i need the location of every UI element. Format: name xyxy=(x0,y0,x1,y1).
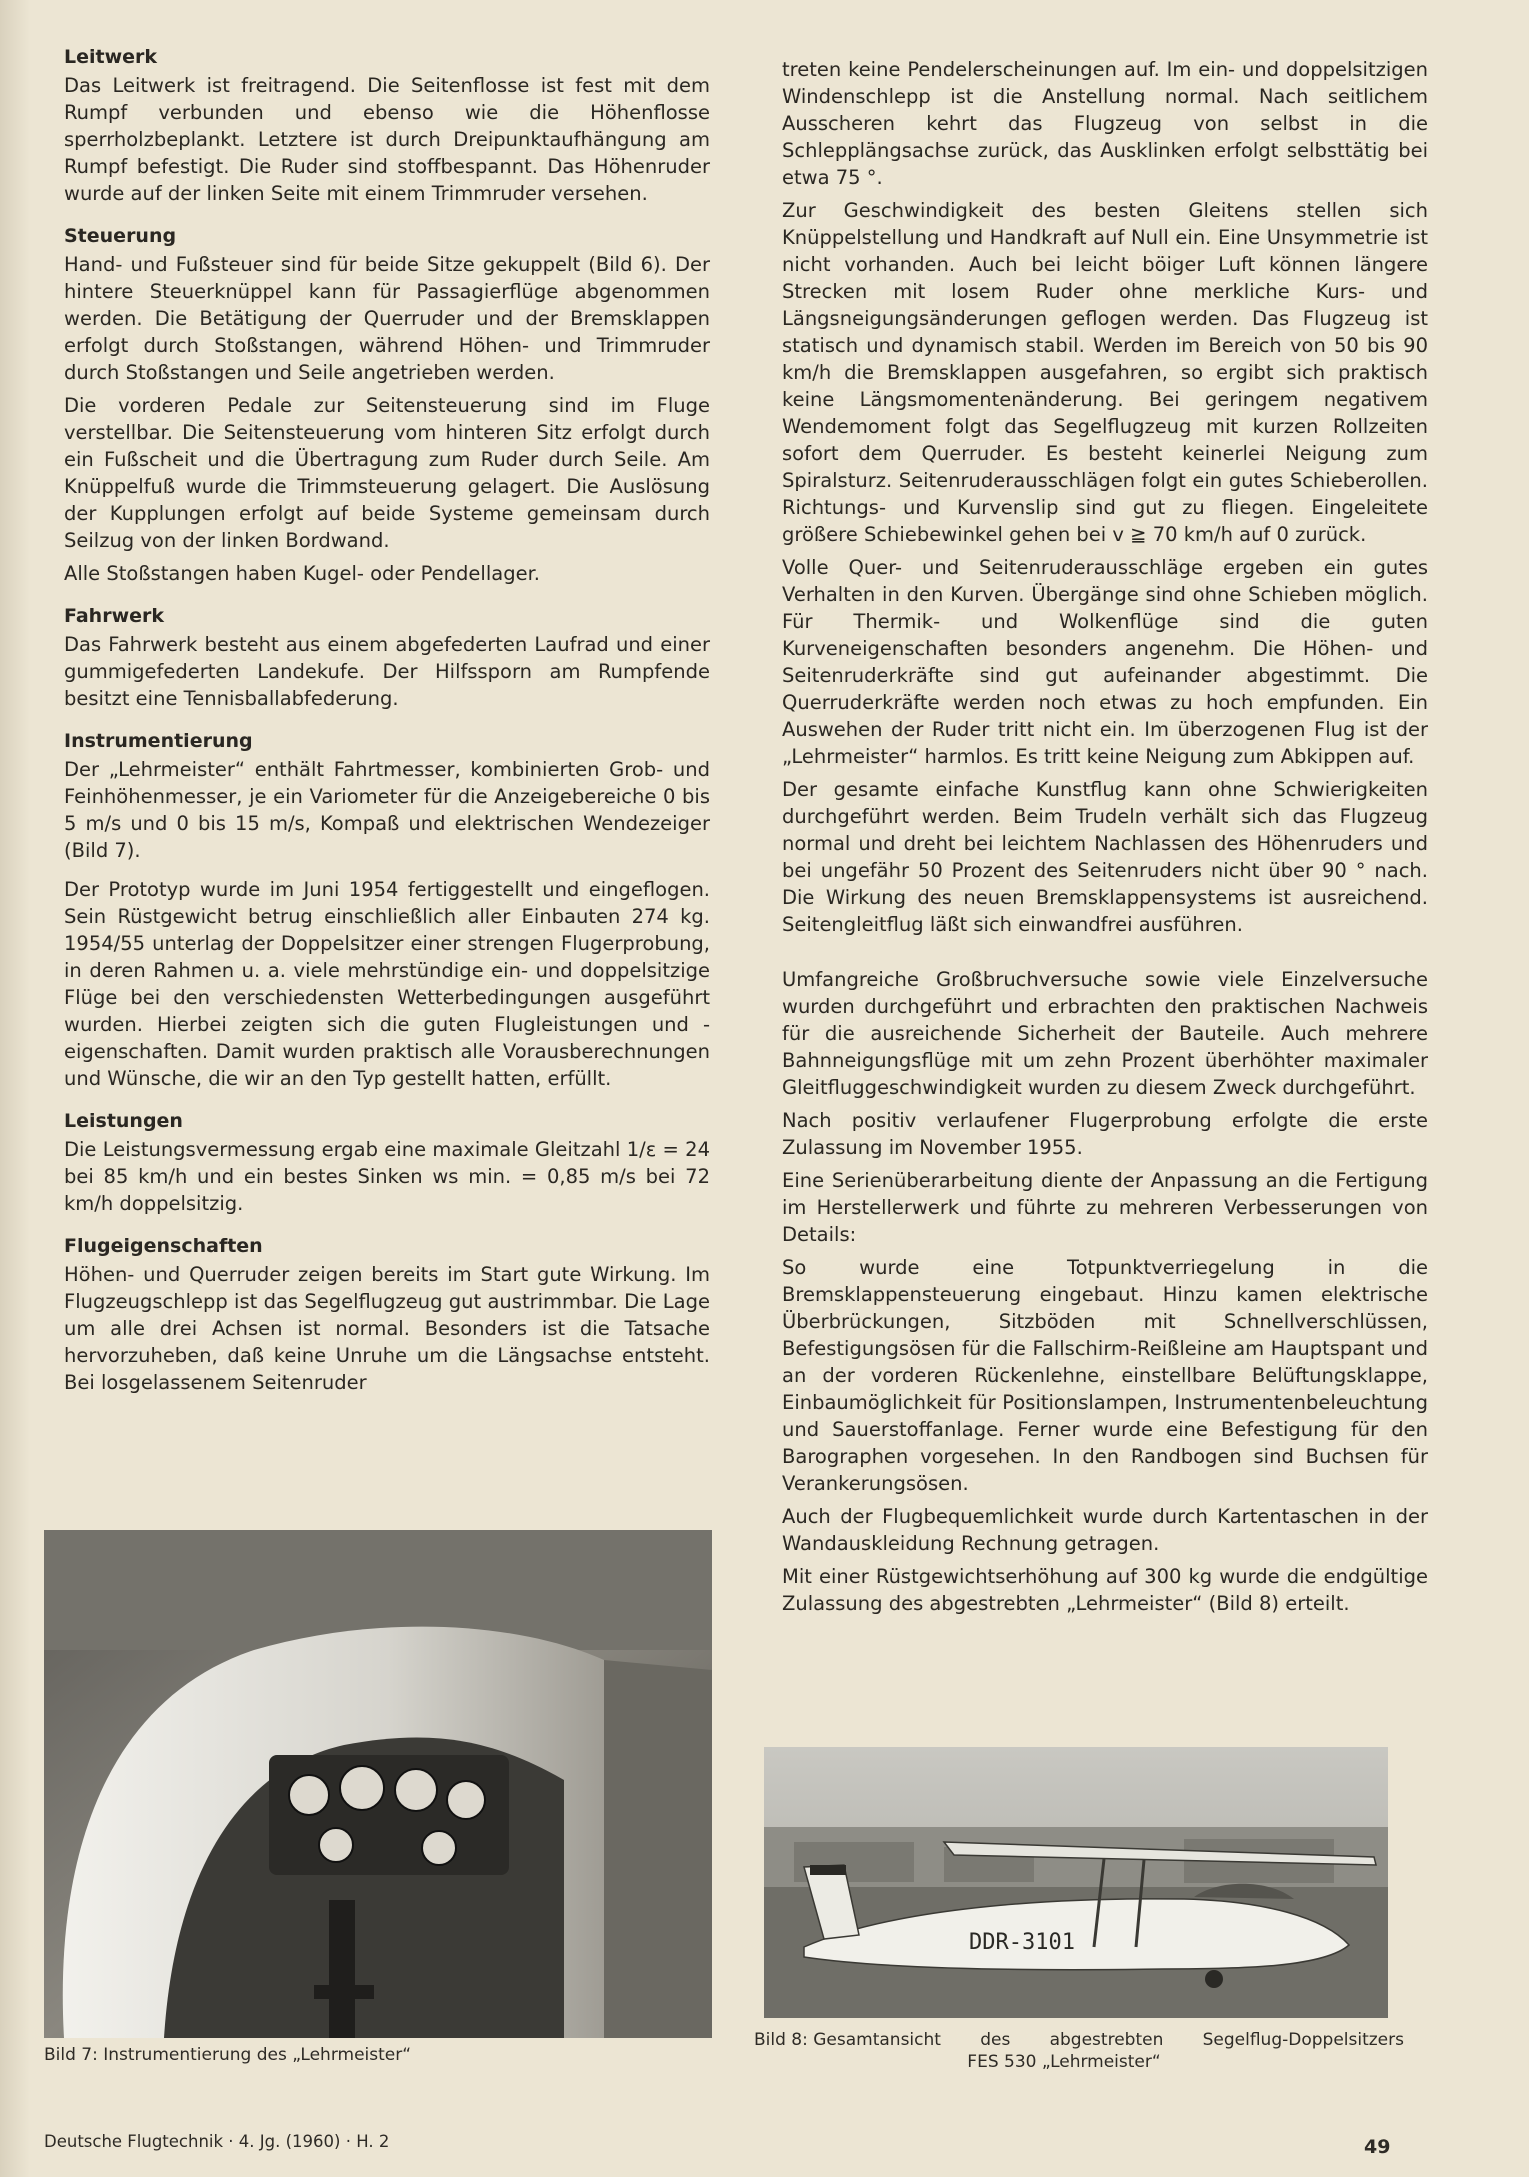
glider-registration: DDR-3101 xyxy=(969,1930,1075,1955)
heading-fahrwerk: Fahrwerk xyxy=(64,605,165,627)
caption-part: Segelflug-Doppelsitzers xyxy=(1202,2030,1404,2050)
page-edge-shadow xyxy=(0,0,30,2177)
paragraph: Zur Geschwindigkeit des besten Gleitens stellen sich Knüppelstellung und Handkraft auf Null ein. Eine Unsymmetrie ist nicht vorhanden. Auch bei leicht böiger Luft können längere Strecken mit losem Ruder ohne merkliche Kurs- und Längsneigungsänderungen geflogen werden. Das Flugzeug ist statisch und dynamisch stabil. Werden im Bereich von 50 bis 90 km/h die Bremsklappen ausgefahren, so ergibt sich praktisch keine Längsmomentenänderung. Bei geringem negativem Wendemoment folgt das Segelflugzeug mit kurzen Rollzeiten sofort dem Querruder. Es besteht keinerlei Neigung zum Spiralsturz. Seitenruderausschlägen folgt ein gutes Schieberollen. Richtungs- und Kurvenslip sind gut zu fliegen. Eingeleitete größere Schiebewinkel gehen bei v ≧ 70 km/h auf 0 zurück. xyxy=(782,199,1428,546)
paragraph: Das Fahrwerk besteht aus einem abgefederten Laufrad und einer gummigefederten Landekufe. Der Hilfssporn am Rumpfende besitzt eine Tennisballabfederung. xyxy=(64,633,710,710)
paragraph: Eine Serienüberarbeitung diente der Anpassung an die Fertigung im Herstellerwerk und führte zu mehreren Verbesserungen von Details: xyxy=(782,1169,1428,1246)
paragraph: Der „Lehrmeister“ enthält Fahrtmesser, kombinierten Grob- und Feinhöhenmesser, je ein Variometer für die Anzeigebereiche 0 bis 5 m/s und 0 bis 15 m/s, Kompaß und elektrischen Wendezeiger (Bild 7). xyxy=(64,758,710,862)
caption-part: Bild 8: Gesamtansicht xyxy=(754,2030,941,2050)
paragraph: Das Leitwerk ist freitragend. Die Seitenflosse ist fest mit dem Rumpf verbunden und ebenso wie die Höhenflosse sperrholzbeplankt. Letztere ist durch Dreipunktaufhängung am Rumpf befestigt. Die Ruder sind stoffbespannt. Das Höhenruder wurde auf der linken Seite mit einem Trimmruder versehen. xyxy=(64,74,710,205)
paragraph: Volle Quer- und Seitenruderausschläge ergeben ein gutes Verhalten in den Kurven. Übergänge sind ohne Schieben möglich. Für Thermik- und Wolkenflüge sind die guten Kurveneigenschaften besonders angenehm. Die Höhen- und Seitenruderkräfte sind gut aufeinander abgestimmt. Die Querruderkräfte werden noch etwas zu hoch empfunden. Ein Auswehen der Ruder tritt nicht ein. Im überzogenen Flug ist der „Lehrmeister“ harmlos. Es tritt keine Neigung zum Abkippen auf. xyxy=(782,556,1428,768)
paragraph: Hand- und Fußsteuer sind für beide Sitze gekuppelt (Bild 6). Der hintere Steuerknüppel kann für Passagierflüge abgenommen werden. Die Betätigung der Querruder und der Bremsklappen erfolgt durch Stoßstangen, während Höhen- und Trimmruder durch Stoßstangen und Seile angetrieben werden. xyxy=(64,253,710,384)
paragraph: Umfangreiche Großbruchversuche sowie viele Einzelversuche wurden durchgeführt und erbrachten den praktischen Nachweis für die ausreichende Sicherheit der Bauteile. Auch mehrere Bahnneigungsflüge mit um zehn Prozent überhöhter maximaler Gleitfluggeschwindigkeit wurden zu diesem Zweck durchgeführt. xyxy=(782,968,1428,1099)
page-number: 49 xyxy=(1364,2136,1391,2158)
heading-leistungen: Leistungen xyxy=(64,1110,183,1132)
figure-8-caption-line1 xyxy=(754,2029,1404,2051)
paragraph: So wurde eine Totpunktverriegelung in die Bremsklappensteuerung eingebaut. Hinzu kamen elektrische Überbrückungen, Sitzböden mit Schnellverschlüssen, Befestigungsösen für die Fallschirm-Reißleine am Hauptspant und an der vorderen Rückenlehne, einstellbare Belüftungsklappe, Einbaumöglichkeit für Positionslampen, Instrumentenbeleuchtung und Sauerstoffanlage. Ferner wurde eine Befestigung für den Barographen vorgesehen. In den Randbogen sind Buchsen für Verankerungsösen. xyxy=(782,1256,1428,1495)
heading-instrumentierung: Instrumentierung xyxy=(64,730,253,752)
left-column xyxy=(64,44,710,1402)
paragraph: Alle Stoßstangen haben Kugel- oder Pendellager. xyxy=(64,562,540,585)
cockpit-photo xyxy=(44,1530,712,2038)
caption-part: abgestrebten xyxy=(1049,2030,1164,2050)
paragraph: Auch der Flugbequemlichkeit wurde durch Kartentaschen in der Wandauskleidung Rechnung getragen. xyxy=(782,1505,1428,1555)
right-column xyxy=(782,56,1428,1623)
paragraph: treten keine Pendelerscheinungen auf. Im ein- und doppelsitzigen Windenschlepp ist die Anstellung normal. Nach seitlichem Ausscheren kehrt das Flugzeug von selbst in die Schlepplängsachse zurück, das Ausklinken erfolgt selbsttätig bei etwa 75 °. xyxy=(782,58,1428,189)
heading-steuerung: Steuerung xyxy=(64,225,177,247)
paragraph: Der gesamte einfache Kunstflug kann ohne Schwierigkeiten durchgeführt werden. Beim Trudeln verhält sich das Flugzeug normal und dreht bei leichtem Nachlassen des Höhenruders und bei ungefähr 50 Prozent des Seitenruders nicht über 90 ° nach. Die Wirkung des neuen Bremsklappensystems ist ausreichend. Seitengleitflug läßt sich einwandfrei ausführen. xyxy=(782,778,1428,936)
paragraph: Die vorderen Pedale zur Seitensteuerung sind im Fluge verstellbar. Die Seitensteuerung vom hinteren Sitz erfolgt durch ein Fußscheit und die Übertragung zum Ruder durch Seile. Am Knüppelfuß wurde die Trimmsteuerung gelagert. Die Auslösung der Kupplungen erfolgt auf beide Systeme gemeinsam durch Seilzug von der linken Bordwand. xyxy=(64,394,710,552)
publication-footer: Deutsche Flugtechnik · 4. Jg. (1960) · H. 2 xyxy=(44,2132,390,2151)
caption-part: des xyxy=(980,2030,1011,2050)
heading-leitwerk: Leitwerk xyxy=(64,46,158,68)
heading-flugeigenschaften: Flugeigenschaften xyxy=(64,1235,263,1257)
figure-7-caption: Bild 7: Instrumentierung des „Lehrmeister“ xyxy=(44,2045,412,2065)
paragraph: Nach positiv verlaufener Flugerprobung erfolgte die erste Zulassung im November 1955. xyxy=(782,1109,1428,1159)
figure-8-caption-line2: FES 530 „Lehrmeister“ xyxy=(967,2052,1161,2072)
paragraph: Höhen- und Querruder zeigen bereits im Start gute Wirkung. Im Flugzeugschlepp ist das Segelflugzeug gut austrimmbar. Die Lage um alle drei Achsen ist normal. Besonders ist die Tatsache hervorzuheben, daß keine Unruhe um die Längsachse entsteht. Bei losgelassenem Seitenruder xyxy=(64,1263,710,1394)
glider-photo xyxy=(764,1747,1388,2018)
paragraph: Der Prototyp wurde im Juni 1954 fertiggestellt und eingeflogen. Sein Rüstgewicht betrug einschließlich aller Einbauten 274 kg. 1954/55 unterlag der Doppelsitzer einer strengen Flugerprobung, in deren Rahmen u. a. viele mehrstündige ein- und doppelsitzige Flüge bei den verschiedensten Wetterbedingungen ausgeführt wurden. Hierbei zeigten sich die guten Flugleistungen und -eigenschaften. Damit wurden praktisch alle Vorausberechnungen und Wünsche, die wir an den Typ gestellt hatten, erfüllt. xyxy=(64,878,710,1090)
paragraph: Mit einer Rüstgewichtserhöhung auf 300 kg wurde die endgültige Zulassung des abgestrebten „Lehrmeister“ (Bild 8) erteilt. xyxy=(782,1565,1428,1615)
paragraph: Die Leistungsvermessung ergab eine maximale Gleitzahl 1/ε = 24 bei 85 km/h und ein bestes Sinken ws min. = 0,85 m/s bei 72 km/h doppelsitzig. xyxy=(64,1138,710,1215)
figure-8-caption xyxy=(754,2029,1404,2073)
